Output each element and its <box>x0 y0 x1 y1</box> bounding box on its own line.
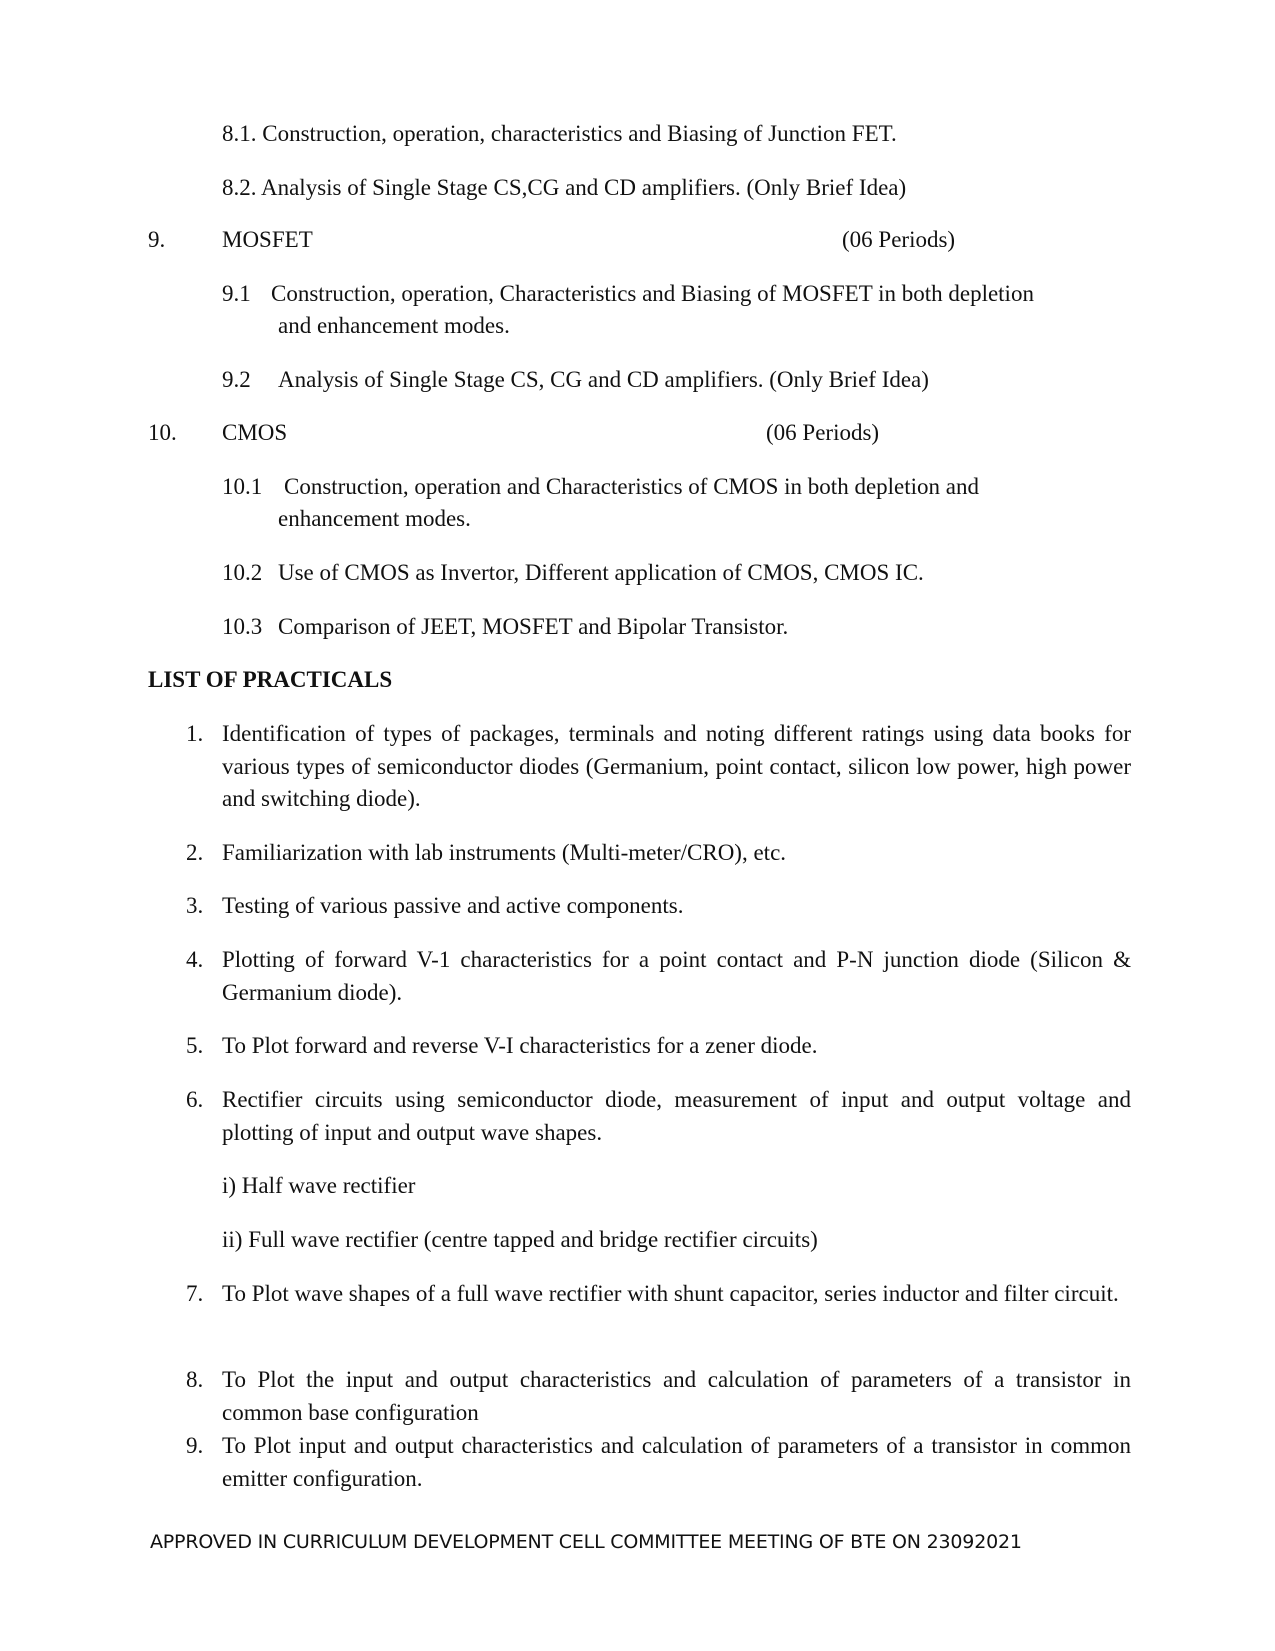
item-10-1-line1: Construction, operation and Characteristics of CMOS in both depletion and <box>284 474 979 499</box>
practicals-heading: LIST OF PRACTICALS <box>148 667 393 692</box>
unit-9-number: 9. <box>148 227 166 252</box>
item-10-2-number: 10.2 <box>222 560 263 585</box>
item-9-2-number: 9.2 <box>222 367 251 392</box>
practical-3-number: 3. <box>186 893 204 918</box>
practical-6-number: 6. <box>186 1087 204 1112</box>
item-10-2-line1: Use of CMOS as Invertor, Different application of CMOS, CMOS IC. <box>278 560 924 585</box>
unit-9-title: MOSFET <box>222 227 313 252</box>
practical-2-text: Familiarization with lab instruments (Multi-meter/CRO), etc. <box>222 840 787 865</box>
practical-8-number: 8. <box>186 1367 204 1392</box>
practical-9-text: To Plot input and output characteristics and calculation of parameters of a transistor in common emitter configuration. <box>222 1433 1131 1491</box>
item-10-1-line2: enhancement modes. <box>278 506 471 531</box>
practical-5-text: To Plot forward and reverse V-I characteristics for a zener diode. <box>222 1033 818 1058</box>
practical-3-text: Testing of various passive and active components. <box>222 893 684 918</box>
practical-2-number: 2. <box>186 840 204 865</box>
practical-1-number: 1. <box>186 721 204 746</box>
unit-10-title: CMOS <box>222 420 288 445</box>
item-8-2: 8.2. Analysis of Single Stage CS,CG and CD amplifiers. (Only Brief Idea) <box>222 175 907 200</box>
approval-footer: APPROVED IN CURRICULUM DEVELOPMENT CELL COMMITTEE MEETING OF BTE ON 23092021 <box>150 1531 1022 1553</box>
practical-6-sub-ii: ii) Full wave rectifier (centre tapped and bridge rectifier circuits) <box>222 1227 818 1252</box>
practical-1-text: Identification of types of packages, terminals and noting different ratings using data books for various types of semiconductor diodes (Germanium, point contact, silicon low power, high power and switching diode). <box>222 721 1131 811</box>
practical-5-number: 5. <box>186 1033 204 1058</box>
unit-10-periods: (06 Periods) <box>766 420 880 445</box>
practical-6-sub-i: i) Half wave rectifier <box>222 1173 416 1198</box>
practical-7-number: 7. <box>186 1281 204 1306</box>
item-10-3-number: 10.3 <box>222 614 263 639</box>
item-8-1: 8.1. Construction, operation, characteristics and Biasing of Junction FET. <box>222 121 897 146</box>
item-9-2-line1: Analysis of Single Stage CS, CG and CD amplifiers. (Only Brief Idea) <box>278 367 929 392</box>
practical-4-text: Plotting of forward V-1 characteristics for a point contact and P-N junction diode (Silicon & Germanium diode). <box>222 947 1131 1005</box>
practical-8-text: To Plot the input and output characteristics and calculation of parameters of a transistor in common base configuration <box>222 1367 1131 1425</box>
unit-10-number: 10. <box>148 420 177 445</box>
item-9-1-number: 9.1 <box>222 281 251 306</box>
item-9-1-line2: and enhancement modes. <box>278 313 510 338</box>
practical-4-number: 4. <box>186 947 204 972</box>
unit-9-periods: (06 Periods) <box>842 227 956 252</box>
item-10-3-line1: Comparison of JEET, MOSFET and Bipolar Transistor. <box>278 614 789 639</box>
practical-7-text: To Plot wave shapes of a full wave rectifier with shunt capacitor, series inductor and filter circuit. <box>222 1281 1119 1306</box>
practical-6-text: Rectifier circuits using semiconductor diode, measurement of input and output voltage and plotting of input and output wave shapes. <box>222 1087 1131 1145</box>
item-10-1-number: 10.1 <box>222 474 263 499</box>
item-9-1-line1: Construction, operation, Characteristics and Biasing of MOSFET in both depletion <box>271 281 1034 306</box>
practical-9-number: 9. <box>186 1433 204 1458</box>
